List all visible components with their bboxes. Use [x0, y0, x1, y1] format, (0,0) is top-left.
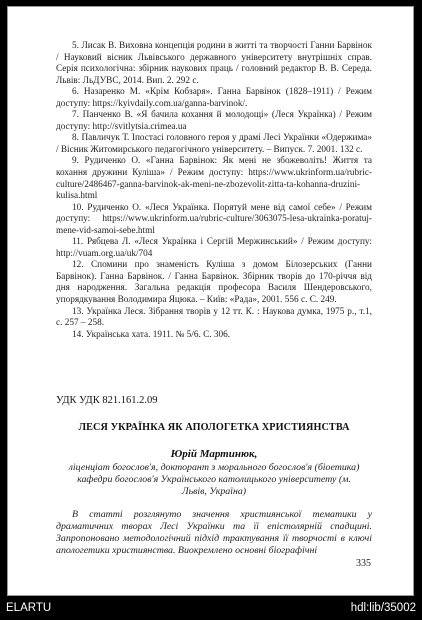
author-affiliation: ліценціат богослов'я, докторант з морального богослов'я (біоетика) кафедри богослов'я Українського католицького університету (м. Львів, Україна) [68, 462, 360, 498]
reference-item: 11. Рябцева Л. «Леся Українка і Сергій Мержинський» / Режим доступу: http://vuam.org.ua/uk/704 [56, 237, 372, 259]
author-name: Юрій Мартинюк, [170, 448, 258, 460]
handle-label: hdl:lib/35002 [350, 602, 416, 614]
page-number: 335 [356, 558, 371, 569]
article-title: ЛЕСЯ УКРАЇНКА ЯК АПОЛОГЕТКА ХРИСТИЯНСТВА [78, 422, 350, 433]
udk-code: УДК УДК 821.161.2.09 [56, 395, 158, 406]
reference-item: 8. Павличук Т. Іпостасі головного героя у драмі Лесі Українки «Одержима» / Вісник Житомирського педагогічного університету. – Випуск. 7. 2001. 132 с. [56, 133, 372, 155]
reference-list [56, 41, 372, 341]
reference-item: 14. Українська хата. 1911. № 5/6. С. 306. [72, 329, 231, 340]
reference-item: 10. Рудиченко О. «Леся Українка. Порятуй мене від самої себе» / Режим доступу: https://www.ukrinform.ua/rubric-culture/3063075-lesa-ukrainka-poratuj-mene-vid-samoi-sebe.html [56, 202, 372, 236]
reference-item: 12. Спомини про знаменість Куліша з домом Білозерських (Ганни Барвінок). Ганна Барвінок. / Ганна Барвінок. Збірник творів до 170-річчя від дня народження. Загальна редакція професора Василя Шендеровського, упорядкування Володимира Яцюка. – Київ: «Рада», 2001. 556 с. С. 249. [56, 260, 372, 306]
document-page [7, 6, 414, 596]
reference-item: 9. Рудиченко О. «Ганна Барвінок: Як мені не збожеволіть! Життя та кохання дружини Куліша» / Режим доступу: https://www.ukrinform.ua/rubric-culture/2486467-ganna-barvinok-ak-meni-ne-zbozevolit-zitta-ta-kohanna-druzini-kulisa.html [56, 156, 372, 202]
repository-label: ELARTU [6, 602, 52, 614]
reference-item: 6. Назаренко М. «Крім Кобзаря». Ганна Барвінок (1828–1911) / Режим доступу: https://kyivdaily.com.ua/ganna-barvinok/. [56, 87, 372, 109]
reference-item: 13. Українка Леся. Зібрання творів у 12 тт. К. : Наукова думка, 1975 р., т.1, с. 257 – 258. [56, 306, 372, 329]
reference-item: 7. Панченко В. «Я бачила кохання й молодощі» (Леся Українка) / Режим доступу: http://svitlytsia.crimea.ua [56, 110, 372, 132]
viewer-footer [0, 598, 422, 620]
reference-item: 5. Лисак В. Виховна концепція родини в житті та творчості Ганни Барвінок / Науковий вісник Львівського державного університету внутрішніх справ. Серія психологічна: збірник наукових праць / головний редактор В. В. Середа. Львів: ЛьДУВС, 2014. Вип. 2. 292 с. [56, 41, 372, 86]
abstract-text: В статті розглянуто значення християнської тематики у драматичних творах Лесі Українки та її епістолярній спадщині. Запропоновано методологічний підхід трактування її творчості в ключі апологетики християнства. Виокремлено основні біографічні [56, 509, 372, 557]
